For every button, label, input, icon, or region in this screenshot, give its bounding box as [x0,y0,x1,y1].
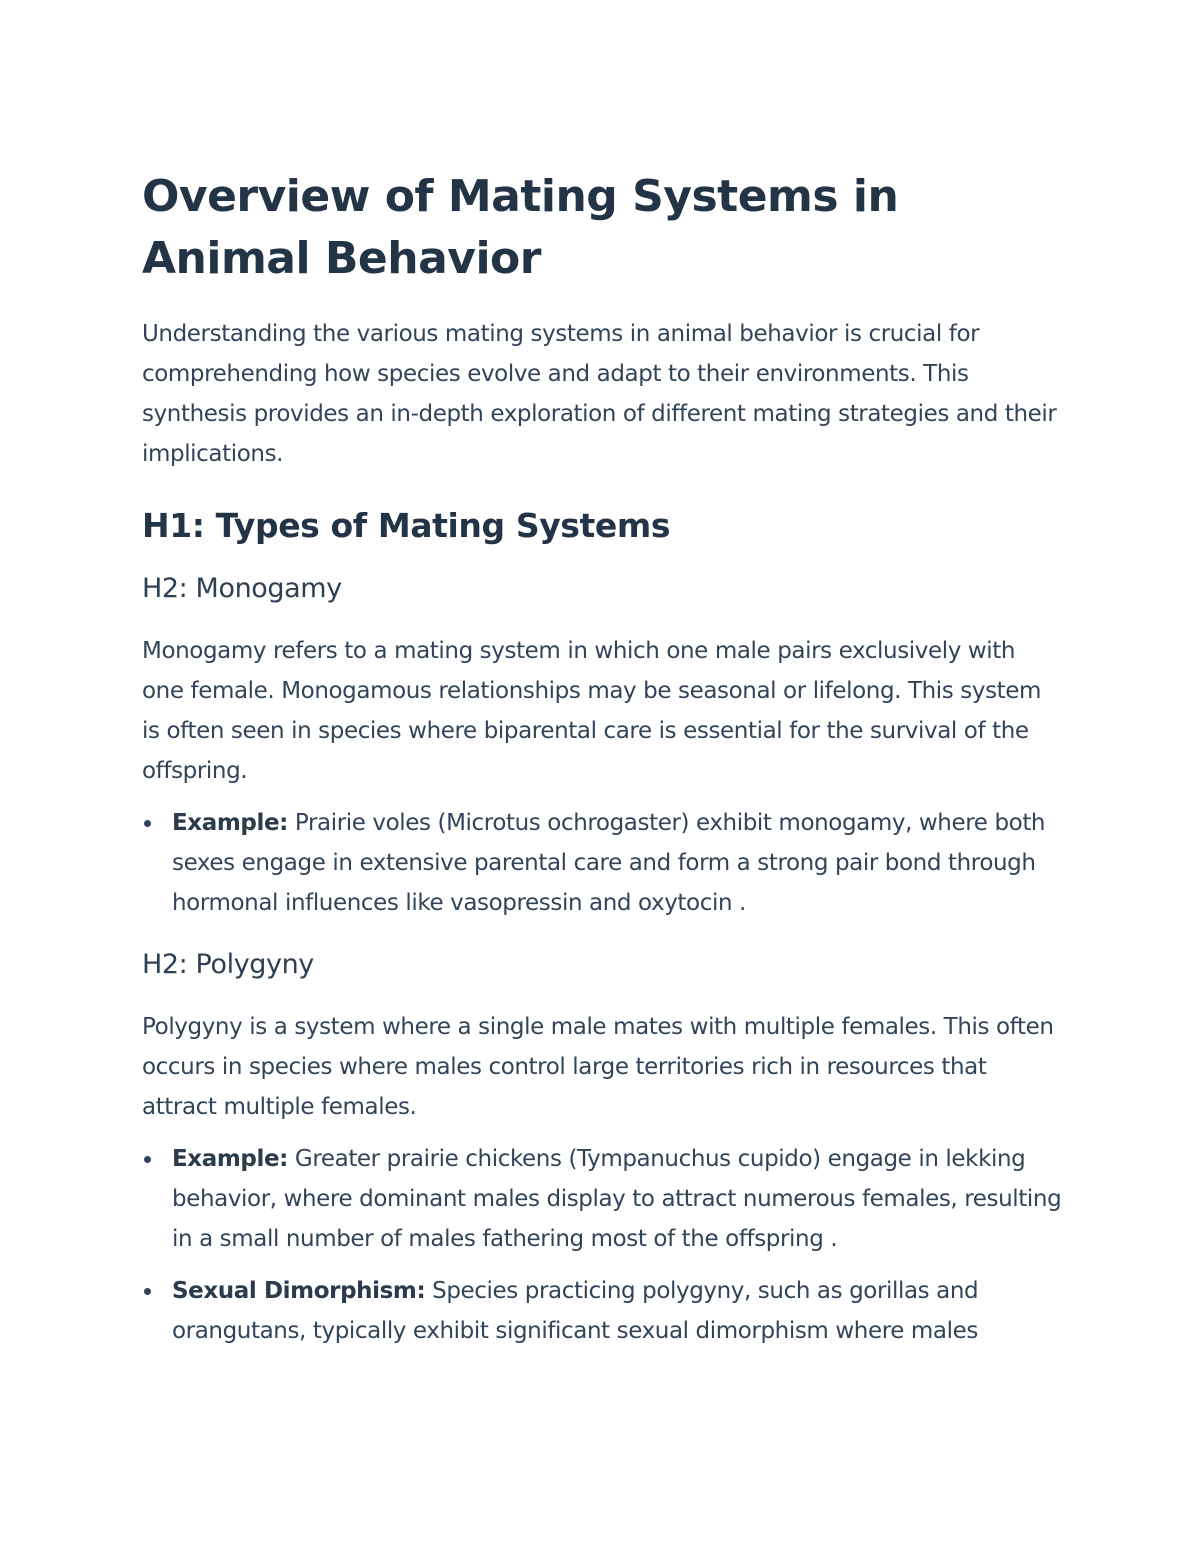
subsection-heading-monogamy: H2: Monogamy [142,573,342,604]
section-heading-types: H1: Types of Mating Systems [142,506,671,545]
bullet-text: Greater prairie chickens (Tympanuchus cupido) engage in lekking behavior, where dominant males display to attract numerous females, resulting in a small number of males fathering most of the offspring . [172,1146,1062,1252]
polygyny-bullet-list [142,1139,1062,1351]
document-title: Overview of Mating Systems in Animal Behavior [142,171,899,284]
bullet-text: Prairie voles (Microtus ochrogaster) exhibit monogamy, where both sexes engage in extensive parental care and form a strong pair bond through hormonal influences like vasopressin and oxytocin . [172,810,1046,916]
bullet-icon [144,820,151,827]
monogamy-bullet-list [142,803,1062,923]
bullet-label: Sexual Dimorphism: [172,1278,426,1304]
bullet-text: Species practicing polygyny, such as gorillas and orangutans, typically exhibit significant sexual dimorphism where males [172,1278,979,1344]
intro-paragraph: Understanding the various mating systems in animal behavior is crucial for comprehending how species evolve and adapt to their environments. This synthesis provides an in-depth exploration of different mating strategies and their implications. [142,321,1057,467]
document-page [142,166,1062,1363]
bullet-label: Example: [172,810,288,836]
polygyny-paragraph: Polygyny is a system where a single male mates with multiple females. This often occurs in species where males control large territories rich in resources that attract multiple females. [142,1014,1054,1120]
monogamy-paragraph: Monogamy refers to a mating system in which one male pairs exclusively with one female. Monogamous relationships may be seasonal or lifelong. This system is often seen in species where biparental care is essential for the survival of the offspring. [142,638,1042,784]
list-item [142,803,1062,923]
bullet-label: Example: [172,1146,288,1172]
list-item [142,1139,1062,1259]
bullet-icon [144,1156,151,1163]
list-item [142,1271,1062,1351]
subsection-heading-polygyny: H2: Polygyny [142,949,314,980]
bullet-icon [144,1288,151,1295]
